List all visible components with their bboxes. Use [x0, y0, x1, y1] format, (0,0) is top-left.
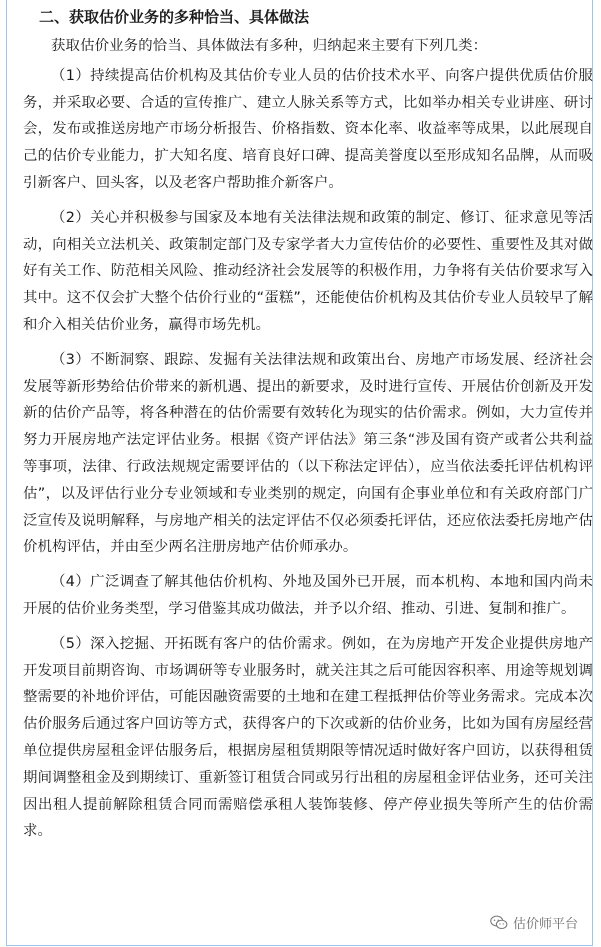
article-frame [6, 0, 593, 946]
paragraph-3: （3）不断洞察、跟踪、发掘有关法律法规和政策出台、房地产市场发展、经济社会发展等新形势给估价带来的新机遇、提出的新要求，及时进行宣传、开展估价创新及开发新的估价产品等，将各种潜在的估价需要有效转化为现实的估价需求。例如，大力宣传并努力开展房地产法定评估业务。根据《资产评估法》第三条“涉及国有资产或者公共利益等事项，法律、行政法规规定需要评估的（以下称法定评估），应当依法委托评估机构评估”，以及评估行业分专业领域和专业类别的规定，向国有企事业单位和有关政府部门广泛宣传及说明解释，与房地产相关的法定评估不仅必须委托评估，还应依法委托房地产估价机构评估，并由至少两名注册房地产估价师承办。 [23, 351, 593, 556]
article-content [23, 6, 593, 853]
wechat-icon [490, 915, 508, 930]
intro-paragraph: 获取估价业务的恰当、具体做法有多种，归纳起来主要有下列几类： [51, 38, 488, 54]
section-heading: 二、获取估价业务的多种恰当、具体做法 [39, 8, 310, 26]
paragraph-2: （2）关心并积极参与国家及本地有关法律法规和政策的制定、修订、征求意见等活动，向相关立法机关、政策制定部门及专家学者大力宣传估价的必要性、重要性及其对做好有关工作、防范相关风险、推动经济社会发展等的积极作用，力争将有关估价要求写入其中。这不仅会扩大整个估价行业的“蛋糕”，还能使估价机构及其估价专业人员较早了解和介入相关估价业务，赢得市场先机。 [23, 209, 593, 333]
source-watermark [486, 913, 578, 932]
watermark-text: 估价师平台 [512, 917, 578, 932]
paragraph-4: （4）广泛调查了解其他估价机构、外地及国外已开展，而本机构、本地和国内尚未开展的估价业务类型，学习借鉴其成功做法，并予以介绍、推动、引进、复制和推广。 [23, 574, 593, 617]
paragraph-1: （1）持续提高估价机构及其估价专业人员的估价技术水平、向客户提供优质估价服务，并采取必要、合适的宣传推广、建立人脉关系等方式，比如举办相关专业讲座、研讨会，发布或推送房地产市场分析报告、价格指数、资本化率、收益率等成果，以此展现自己的估价专业能力，扩大知名度、培育良好口碑、提高美誉度以至形成知名品牌，从而吸引新客户、回头客，以及老客户帮助推介新客户。 [23, 67, 593, 191]
paragraph-5: （5）深入挖掘、开拓既有客户的估价需求。例如，在为房地产开发企业提供房地产开发项目前期咨询、市场调研等专业服务时，就关注其之后可能因容积率、用途等规划调整需要的补地价评估，可能因融资需要的土地和在建工程抵押估价等业务需求。完成本次估价服务后通过客户回访等方式，获得客户的下次或新的估价业务，比如为国有房屋经营单位提供房屋租金评估服务后，根据房屋租赁期限等情况适时做好客户回访，以获得租赁期间调整租金及到期续订、重新签订租赁合同或另行出租的房屋租金评估业务，还可关注因出租人提前解除租赁合同而需赔偿承租人装饰装修、停产停业损失等所产生的估价需求。 [23, 635, 593, 840]
